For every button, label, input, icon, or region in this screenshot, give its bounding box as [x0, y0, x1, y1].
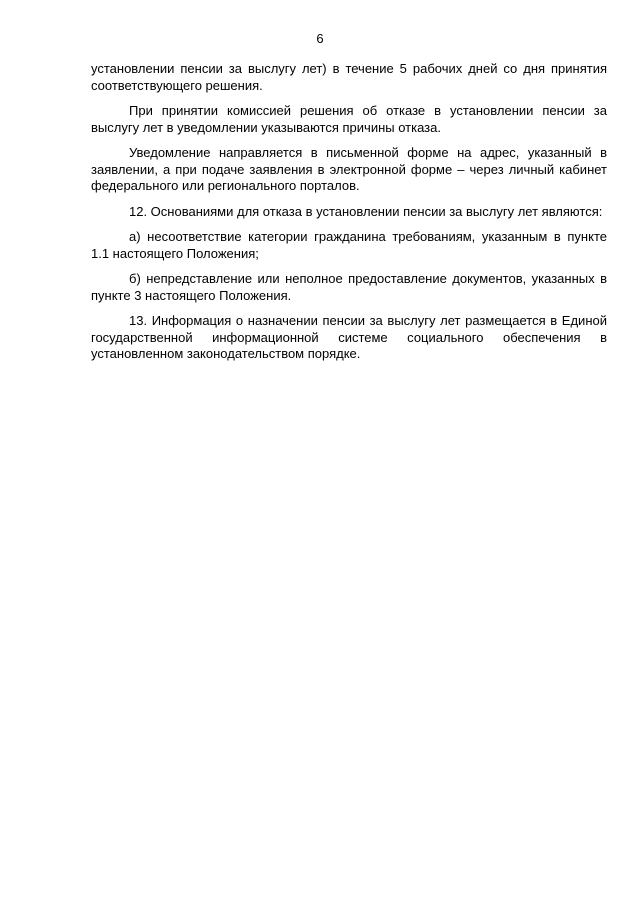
- paragraph-subitem-a: а) несоответствие категории гражданина требованиям, указанным в пункте 1.1 настоящего Положения;: [91, 229, 607, 261]
- paragraph-notification-delivery: Уведомление направляется в письменной форме на адрес, указанный в заявлении, а при подаче заявления в электронной форме – через личный кабинет федерального или регионального порталов.: [91, 145, 607, 193]
- document-body: [91, 61, 607, 372]
- paragraph-continuation: установлении пенсии за выслугу лет) в течение 5 рабочих дней со дня принятия соответствующего решения.: [91, 61, 607, 93]
- paragraph-refusal-reasons: При принятии комиссией решения об отказе в установлении пенсии за выслугу лет в уведомлении указываются причины отказа.: [91, 103, 607, 135]
- page-number: 6: [316, 31, 324, 46]
- paragraph-item-12: 12. Основаниями для отказа в установлении пенсии за выслугу лет являются:: [129, 203, 603, 219]
- paragraph-item-13: 13. Информация о назначении пенсии за выслугу лет размещается в Единой государственной информационной системе социального обеспечения в установленном законодательством порядке.: [91, 313, 607, 361]
- paragraph-subitem-b: б) непредставление или неполное предоставление документов, указанных в пункте 3 настоящего Положения.: [91, 271, 607, 303]
